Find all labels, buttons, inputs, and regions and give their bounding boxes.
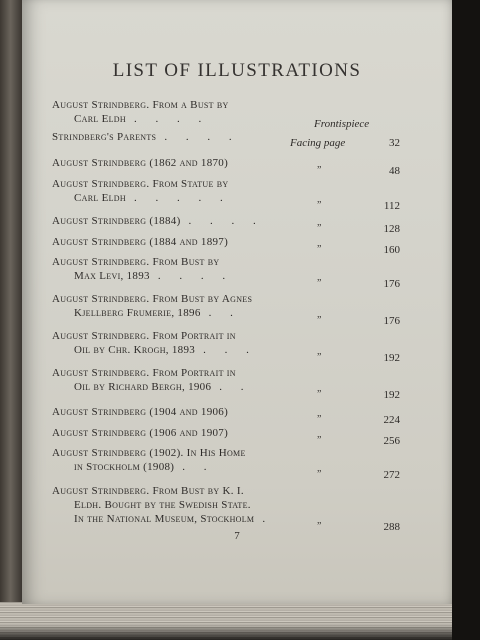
ditto-mark: ” <box>317 389 322 400</box>
ditto-mark: ” <box>317 521 322 532</box>
entry-text: Oil by Chr. Krogh, 1893 <box>74 344 196 356</box>
entry-text: August Strindberg. From Portrait in <box>52 330 236 342</box>
ditto-mark: ” <box>317 165 322 176</box>
entry-text: Oil by Richard Bergh, 1906 <box>74 381 212 393</box>
entry-text: Kjellberg Frumerie, 1896 <box>74 307 201 319</box>
page-number-ref: 112 <box>383 200 400 212</box>
list-item <box>52 130 372 144</box>
page-number-ref: 176 <box>383 278 400 290</box>
leader-dots: . . . . <box>188 215 264 227</box>
ditto-mark: ” <box>317 315 322 326</box>
page-number-ref: 192 <box>383 389 400 401</box>
entry-text: August Strindberg (1884) <box>52 215 181 227</box>
ditto-mark: ” <box>317 223 322 234</box>
entry-text: August Strindberg. From Bust by Agnes <box>52 293 253 305</box>
entry-text: August Strindberg (1862 and 1870) <box>52 157 229 169</box>
entry-text: Eldh. Bought by the Swedish State. <box>74 499 251 511</box>
frontispiece-label: Frontispiece <box>314 118 370 130</box>
entry-text: August Strindberg. From Statue by <box>52 178 229 190</box>
page-number-ref: 128 <box>383 223 400 235</box>
ditto-mark: ” <box>317 469 322 480</box>
ditto-mark: ” <box>317 244 322 255</box>
entry-text: August Strindberg (1884 and 1897) <box>52 236 229 248</box>
leader-dots: . . . . <box>164 131 240 143</box>
leader-dots: . . <box>182 461 215 473</box>
entry-text: in Stockholm (1908) <box>74 461 175 473</box>
ditto-mark: ” <box>317 278 322 289</box>
entry-text: In the National Museum, Stockholm <box>74 513 255 525</box>
entry-text: August Strindberg (1902). In His Home <box>52 447 246 459</box>
book-page <box>22 0 452 604</box>
facing-page-label: Facing page <box>290 137 346 149</box>
page-number-ref: 256 <box>383 435 400 447</box>
entry-text: Carl Eldh <box>74 192 126 204</box>
page-number-ref: 160 <box>383 244 400 256</box>
entry-text: Max Levi, 1893 <box>74 270 150 282</box>
entry-text: August Strindberg. From Bust by <box>52 256 220 268</box>
page-title: LIST OF ILLUSTRATIONS <box>112 60 362 81</box>
leader-dots: . . <box>219 381 252 393</box>
page-number-ref: 176 <box>383 315 400 327</box>
ditto-mark: ” <box>317 352 322 363</box>
leader-dots: . . . . <box>133 113 210 125</box>
entry-text: Strindberg's Parents <box>52 131 157 143</box>
page-number-ref: 224 <box>383 414 400 426</box>
leader-dots: . . <box>208 307 241 319</box>
page-stack-shadow <box>0 624 480 640</box>
entry-text: August Strindberg. From Bust by K. I. <box>52 485 244 497</box>
entry-text: Carl Eldh <box>74 113 126 125</box>
page-number-ref: 288 <box>383 521 400 533</box>
page-number-ref: 48 <box>389 165 400 177</box>
page-number-ref: 192 <box>383 352 400 364</box>
leader-dots: . <box>262 513 274 525</box>
entry-text: August Strindberg (1906 and 1907) <box>52 427 229 439</box>
list-item <box>52 98 372 126</box>
page-number-ref: 32 <box>389 137 400 149</box>
entry-text: August Strindberg (1904 and 1906) <box>52 406 229 418</box>
leader-dots: . . . . . <box>133 192 231 204</box>
entry-text: August Strindberg. From Portrait in <box>52 367 236 379</box>
ditto-mark: ” <box>317 200 322 211</box>
list-item <box>52 484 372 526</box>
page-number-ref: 272 <box>383 469 400 481</box>
leader-dots: . . . <box>203 344 257 356</box>
ditto-mark: ” <box>317 435 322 446</box>
leader-dots: . . . . <box>157 270 234 282</box>
entry-text: August Strindberg. From a Bust by <box>52 99 229 111</box>
page-number: 7 <box>234 530 240 542</box>
ditto-mark: ” <box>317 414 322 425</box>
